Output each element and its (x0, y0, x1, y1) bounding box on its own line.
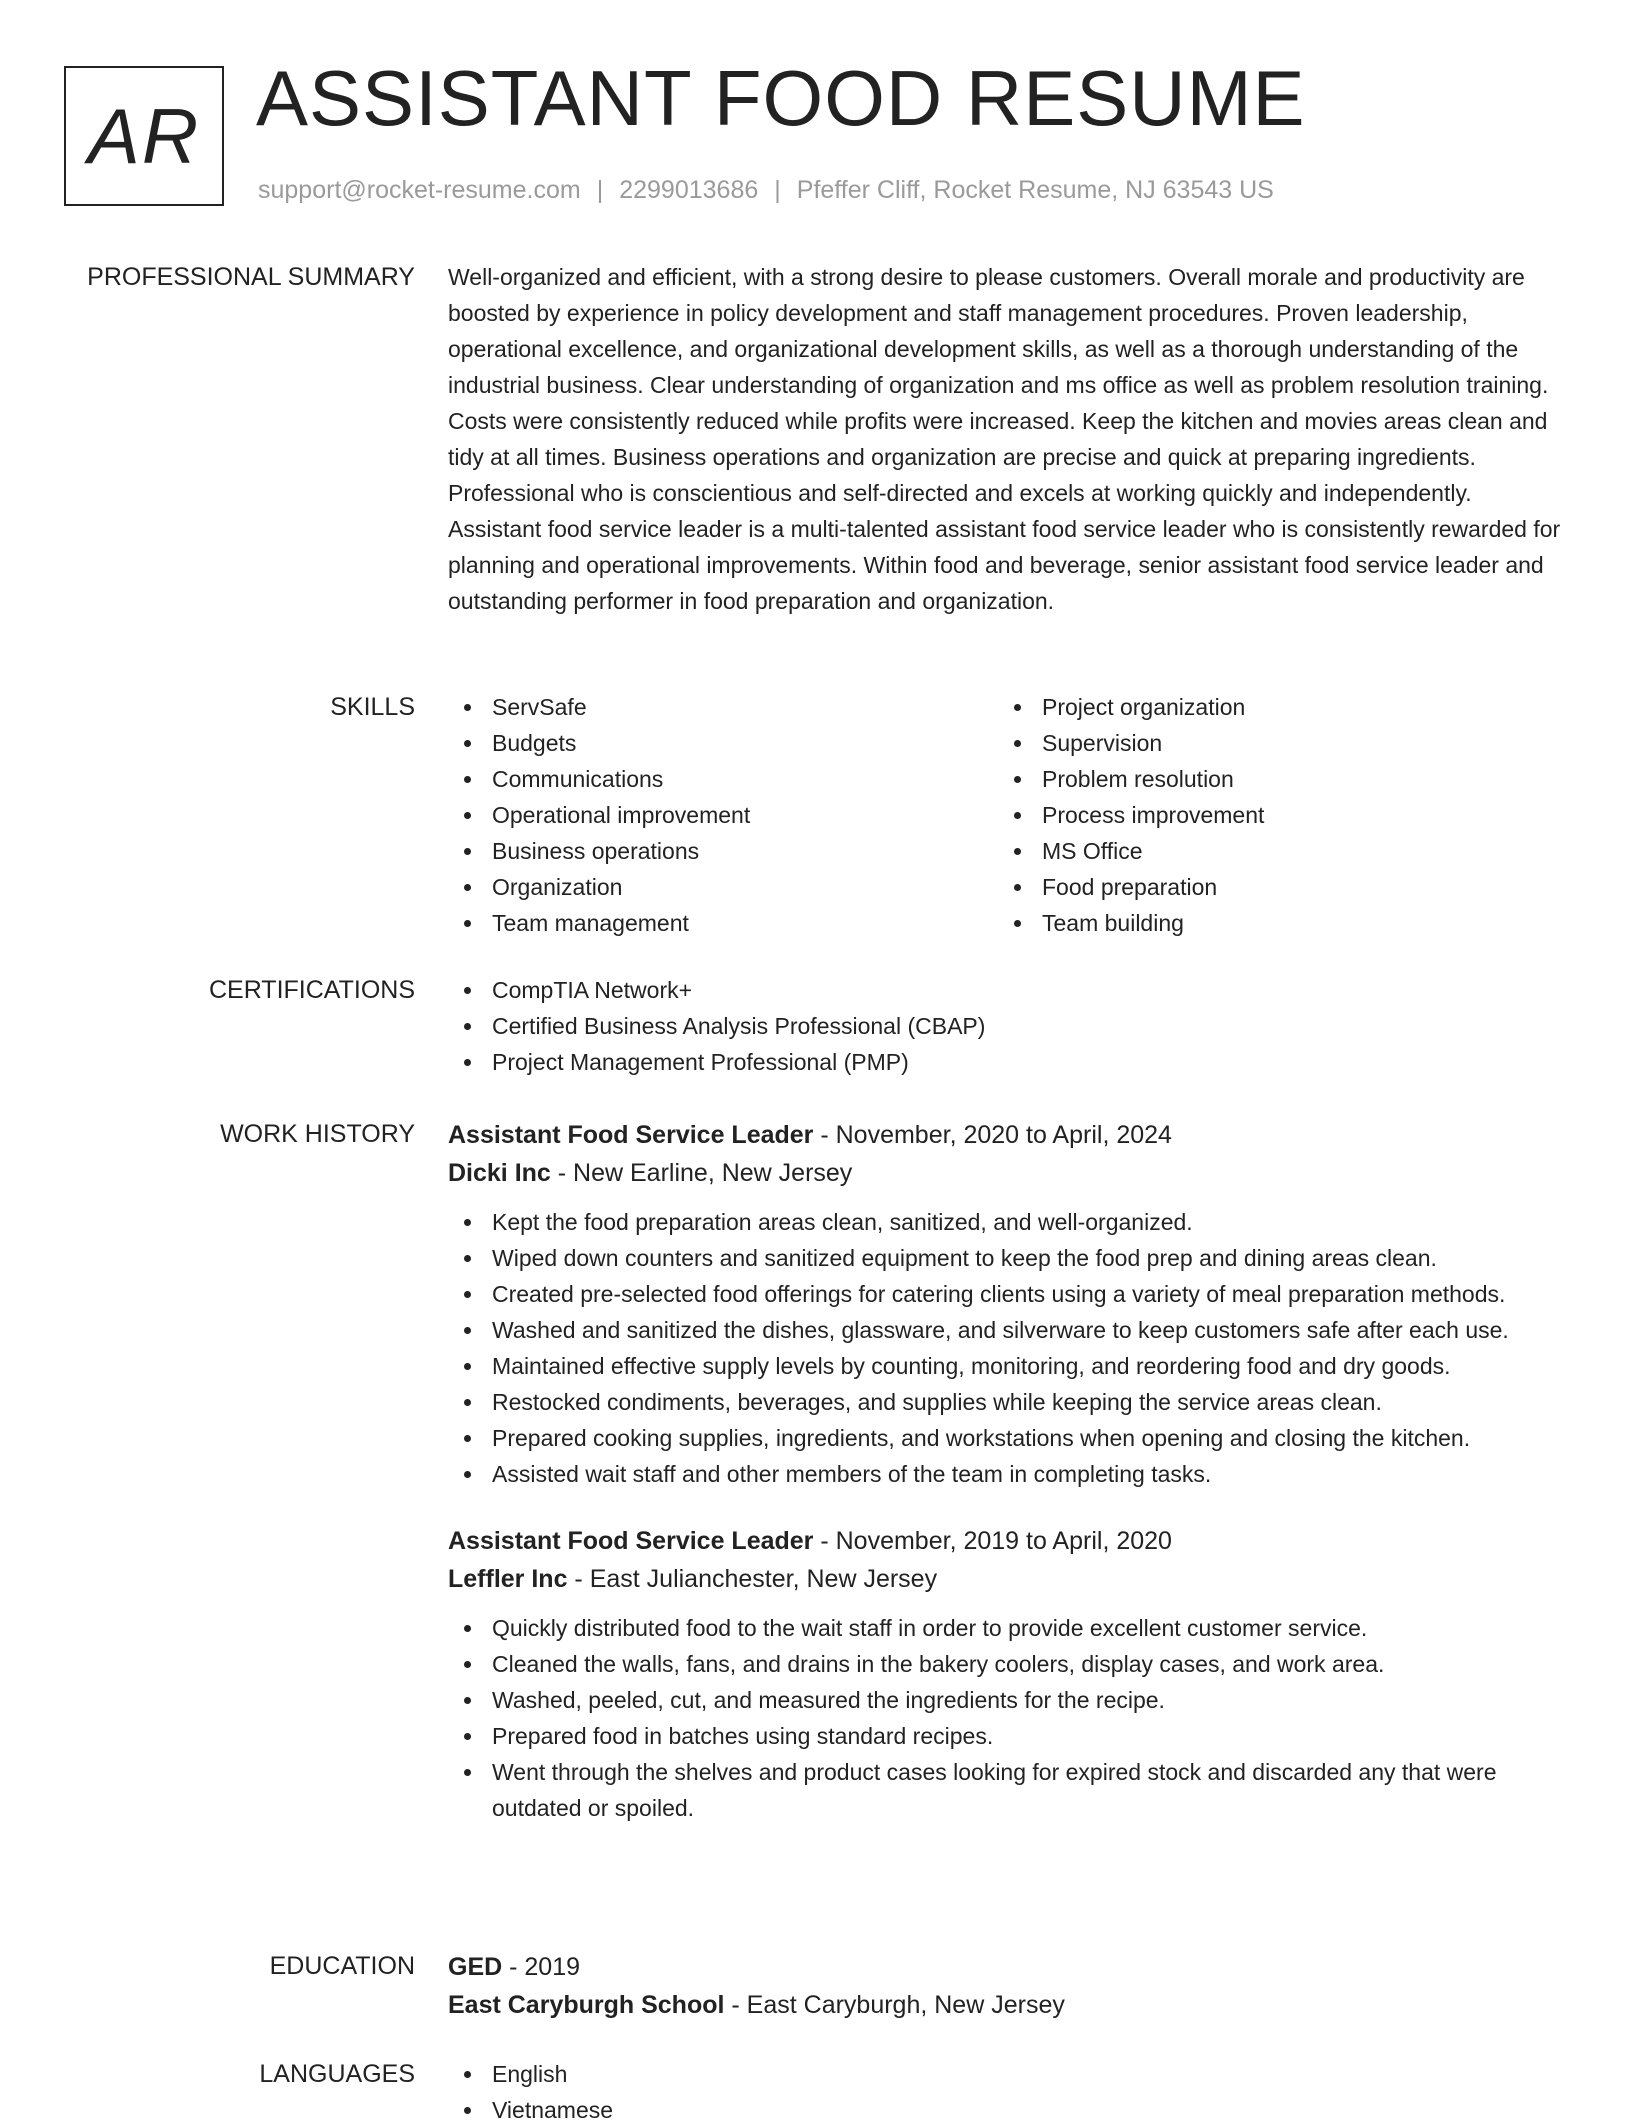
skill-item: MS Office (998, 833, 1548, 869)
section-label-certifications: CERTIFICATIONS (208, 976, 415, 1004)
job-company: Leffler Inc (448, 1565, 568, 1593)
job-duties-list (448, 1204, 1568, 1492)
certification-item: Project Management Professional (PMP) (448, 1044, 1568, 1080)
education-school-line (448, 1986, 1568, 2024)
certifications-list (448, 972, 1568, 1080)
education-school: East Caryburgh School (448, 1991, 725, 2019)
summary-text: Well-organized and efficient, with a strong desire to please customers. Overall morale and productivity are boosted by experience in policy development and staff management procedures. Proven leadership, operational excellence, and organizational development skills, as well as a thorough understanding of the industrial business. Clear understanding of organization and ms office as well as problem resolution training. Costs were consistently reduced while profits were increased. Keep the kitchen and movies areas clean and tidy at all times. Business operations and organization are precise and quick at preparing ingredients. Professional who is conscientious and self-directed and excels at working quickly and independently. Assistant food service leader is a multi-talented assistant food service leader who is consistently rewarded for planning and operational improvements. Within food and beverage, senior assistant food service leader and outstanding performer in food preparation and organization. (448, 264, 1561, 614)
job-dates: - November, 2020 to April, 2024 (813, 1121, 1172, 1149)
job-duty: Kept the food preparation areas clean, sanitized, and well-organized. (448, 1204, 1568, 1240)
job-duty: Created pre-selected food offerings for catering clients using a variety of meal preparation methods. (448, 1276, 1568, 1312)
job-company: Dicki Inc (448, 1159, 551, 1187)
resume-title: ASSISTANT FOOD RESUME (256, 54, 1306, 142)
job-company-line (448, 1560, 1568, 1598)
summary-body (448, 259, 1568, 619)
skill-item: Food preparation (998, 869, 1548, 905)
monogram-logo: AR (64, 66, 224, 206)
skill-item: Operational improvement (448, 797, 998, 833)
job-duty: Quickly distributed food to the wait staff in order to provide excellent customer service. (448, 1610, 1568, 1646)
contact-phone[interactable]: 2299013686 (619, 176, 759, 204)
skill-item: Business operations (448, 833, 998, 869)
job-duty: Restocked condiments, beverages, and supplies while keeping the service areas clean. (448, 1384, 1568, 1420)
section-label-education: EDUCATION (269, 1952, 415, 1980)
job-title-line (448, 1116, 1568, 1154)
skill-item: Team building (998, 905, 1548, 941)
skills-columns (448, 689, 1568, 941)
job-duty: Assisted wait staff and other members of the team in completing tasks. (448, 1456, 1568, 1492)
skill-item: Communications (448, 761, 998, 797)
education-body (448, 1948, 1568, 2024)
contact-address: Pfeffer Cliff, Rocket Resume, NJ 63543 US (796, 176, 1274, 204)
contact-email[interactable]: support@rocket-resume.com (258, 176, 581, 204)
education-degree: GED (448, 1953, 503, 1981)
job-duty: Maintained effective supply levels by counting, monitoring, and reordering food and dry goods. (448, 1348, 1568, 1384)
job-entry (448, 1522, 1568, 1826)
skill-item: Process improvement (998, 797, 1548, 833)
job-duty: Prepared food in batches using standard recipes. (448, 1718, 1568, 1754)
education-location: - East Caryburgh, New Jersey (724, 1991, 1065, 2019)
section-label-work-history: WORK HISTORY (220, 1120, 415, 1148)
language-item: English (448, 2056, 1568, 2092)
skills-list-right (998, 689, 1548, 941)
contact-line (258, 176, 1274, 205)
skill-item: Organization (448, 869, 998, 905)
skill-item: Supervision (998, 725, 1548, 761)
skill-item: Problem resolution (998, 761, 1548, 797)
job-duty: Prepared cooking supplies, ingredients, and workstations when opening and closing the kitchen. (448, 1420, 1568, 1456)
job-duty: Washed and sanitized the dishes, glassware, and silverware to keep customers safe after each use. (448, 1312, 1568, 1348)
certifications-body (448, 972, 1568, 1080)
job-duties-list (448, 1610, 1568, 1826)
languages-body (448, 2056, 1568, 2128)
skill-item: Team management (448, 905, 998, 941)
job-title: Assistant Food Service Leader (448, 1121, 814, 1149)
job-duty: Went through the shelves and product cases looking for expired stock and discarded any that were outdated or spoiled. (448, 1754, 1568, 1826)
job-location: - East Julianchester, New Jersey (567, 1565, 938, 1593)
job-location: - New Earline, New Jersey (550, 1159, 853, 1187)
education-year: - 2019 (502, 1953, 581, 1981)
job-duty: Cleaned the walls, fans, and drains in the bakery coolers, display cases, and work area. (448, 1646, 1568, 1682)
skill-item: Project organization (998, 689, 1548, 725)
job-company-line (448, 1154, 1568, 1192)
languages-list (448, 2056, 1568, 2128)
skill-item: Budgets (448, 725, 998, 761)
skills-list-left (448, 689, 998, 941)
language-item: Vietnamese (448, 2092, 1568, 2128)
section-label-skills: SKILLS (330, 693, 415, 721)
contact-separator: | (774, 176, 781, 204)
certification-item: CompTIA Network+ (448, 972, 1568, 1008)
work-history-body (448, 1116, 1568, 1826)
section-label-summary: PROFESSIONAL SUMMARY (87, 263, 415, 291)
job-duty: Wiped down counters and sanitized equipment to keep the food prep and dining areas clean. (448, 1240, 1568, 1276)
job-title: Assistant Food Service Leader (448, 1527, 814, 1555)
education-degree-line (448, 1948, 1568, 1986)
job-title-line (448, 1522, 1568, 1560)
certification-item: Certified Business Analysis Professional (CBAP) (448, 1008, 1568, 1044)
section-label-languages: LANGUAGES (259, 2060, 415, 2088)
skill-item: ServSafe (448, 689, 998, 725)
job-entry (448, 1116, 1568, 1492)
job-dates: - November, 2019 to April, 2020 (813, 1527, 1172, 1555)
job-duty: Washed, peeled, cut, and measured the ingredients for the recipe. (448, 1682, 1568, 1718)
contact-separator: | (596, 176, 604, 204)
